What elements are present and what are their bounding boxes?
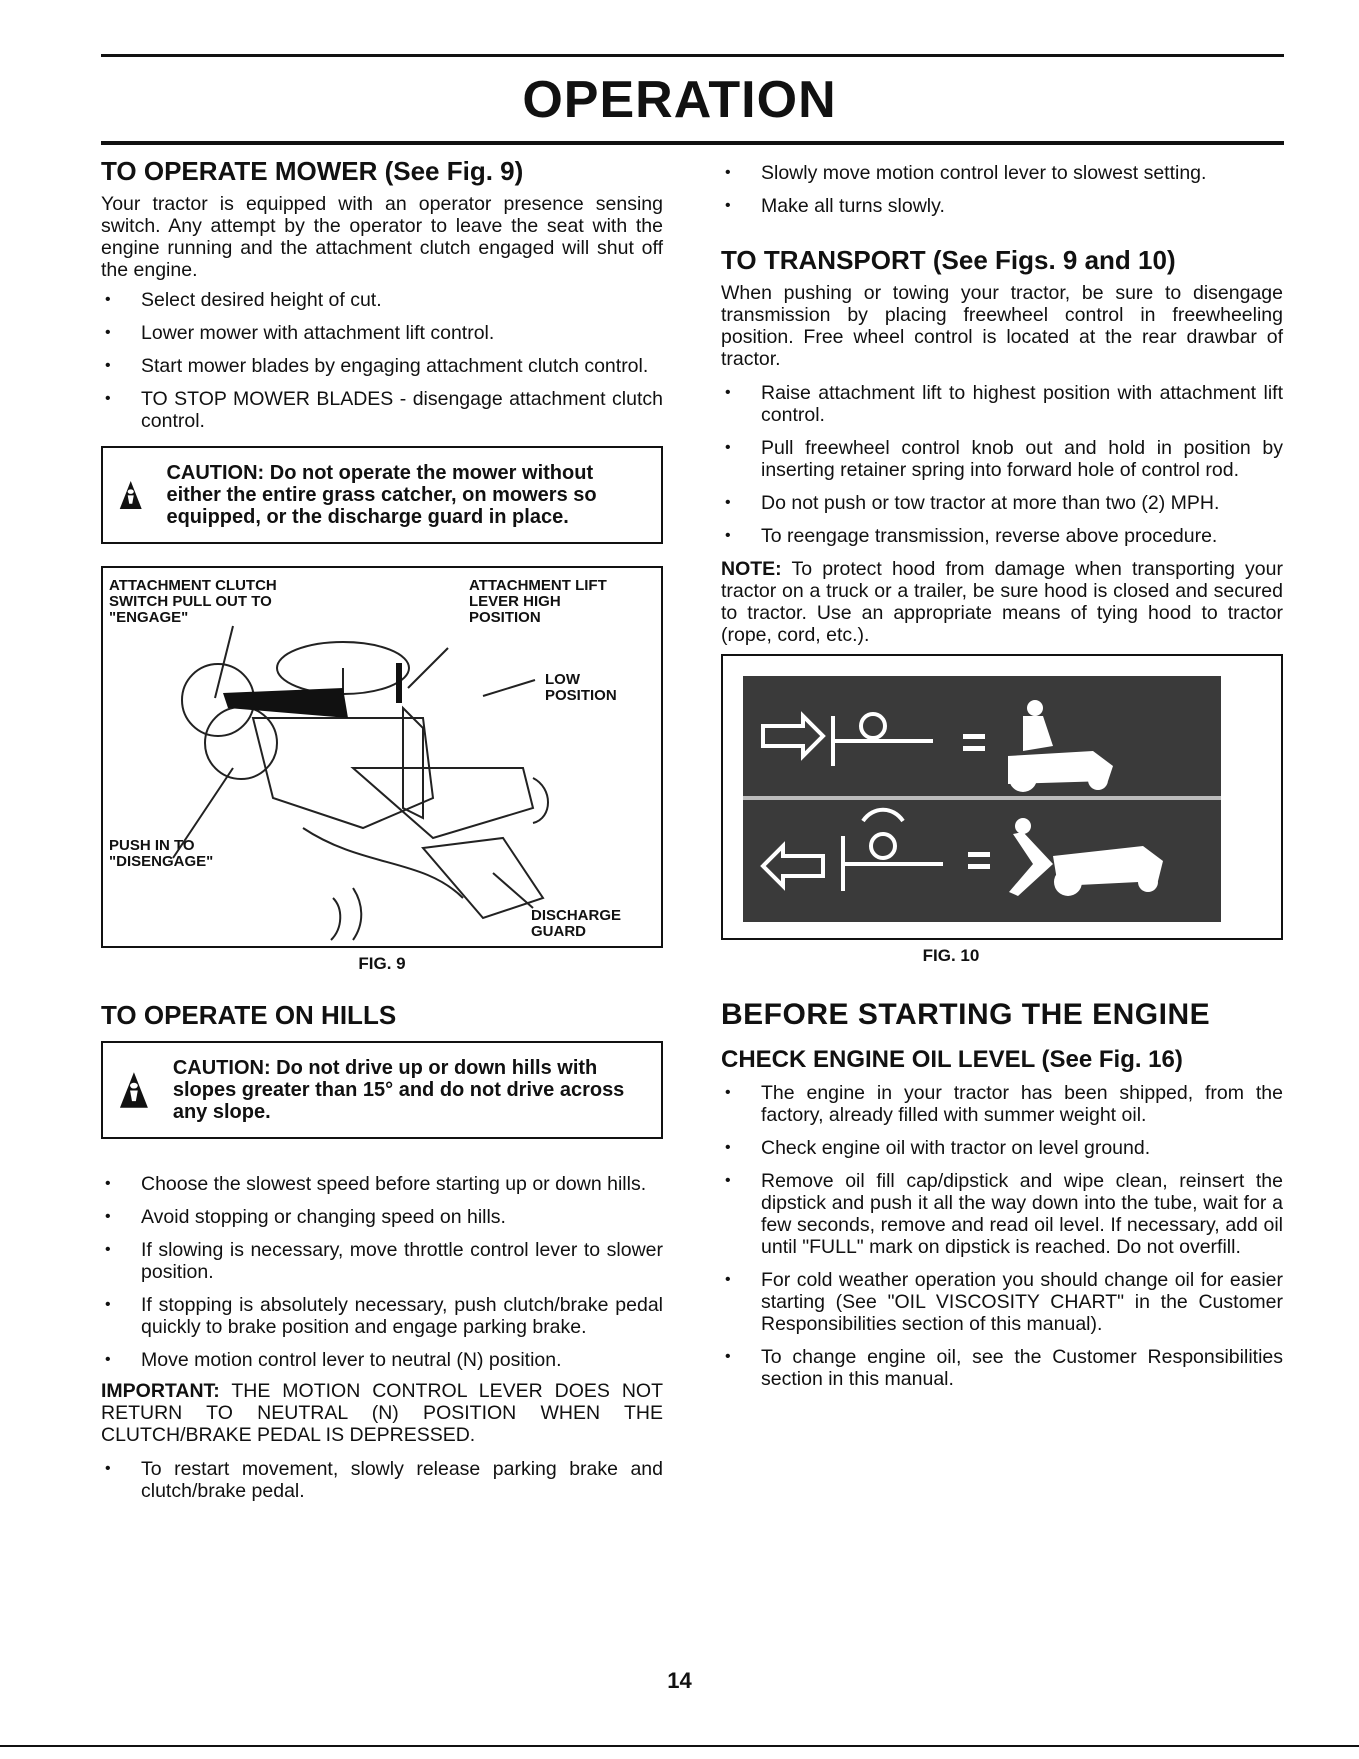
transport-bullets xyxy=(721,382,1283,547)
fig9-figure xyxy=(101,566,663,948)
transport-intro: When pushing or towing your tractor, be sure to disengage transmission by placing freewheel control in freewheeling position. Free wheel control is located at the rear drawbar of tractor. xyxy=(721,282,1283,370)
list-item: • Choose the slowest speed before starting up or down hills. xyxy=(101,1173,663,1195)
fig9-label-low: LOW POSITION xyxy=(545,671,617,704)
page-title: OPERATION xyxy=(522,71,837,129)
warning-icon xyxy=(119,1051,149,1129)
mower-heading: TO OPERATE MOWER (See Fig. 9) xyxy=(101,156,524,186)
tractor-illustration xyxy=(103,568,665,946)
hills-heading: TO OPERATE ON HILLS xyxy=(101,1000,397,1030)
check-oil-heading: CHECK ENGINE OIL LEVEL (See Fig. 16) xyxy=(721,1046,1183,1073)
hills-caution-text: CAUTION: Do not drive up or down hills with slopes greater than 15° and do not drive across any slope. xyxy=(172,1057,625,1123)
list-item: • TO STOP MOWER BLADES - disengage attachment clutch control. xyxy=(101,388,663,432)
fig9-label-push: PUSH IN TO "DISENGAGE" xyxy=(109,837,214,870)
fig10-figure xyxy=(721,654,1283,940)
list-item: • To restart movement, slowly release parking brake and clutch/brake pedal. xyxy=(101,1458,663,1502)
list-item: • The engine in your tractor has been shipped, from the factory, already filled with summer weight oil. xyxy=(721,1082,1283,1126)
fig9-label-lift: ATTACHMENT LIFT LEVER HIGH POSITION xyxy=(469,577,607,626)
oil-bullets xyxy=(721,1082,1283,1390)
list-item: • Pull freewheel control knob out and hold in position by inserting retainer spring into forward hole of control rod. xyxy=(721,437,1283,481)
bottom-rule xyxy=(0,1745,1359,1747)
list-item: • To reengage transmission, reverse above procedure. xyxy=(721,525,1283,547)
mower-bullets xyxy=(101,289,663,432)
list-item: • Slowly move motion control lever to slowest setting. xyxy=(721,162,1283,184)
list-item: • If stopping is absolutely necessary, push clutch/brake pedal quickly to brake position and engage parking brake. xyxy=(101,1294,663,1338)
title-rule xyxy=(101,141,1284,145)
important-label: IMPORTANT: xyxy=(101,1380,220,1402)
list-item: • Start mower blades by engaging attachment clutch control. xyxy=(101,355,663,377)
top-bullets xyxy=(721,162,1283,217)
fig9-caption: FIG. 9 xyxy=(358,954,406,973)
right-column xyxy=(721,162,1283,1401)
list-item: • Remove oil fill cap/dipstick and wipe clean, reinsert the dipstick and push it all the way down into the tube, wait for a few seconds, remove and read oil level. If necessary, add oil until "FULL" mark on dipstick is reached. Do not overfill. xyxy=(721,1170,1283,1258)
hills-bullets xyxy=(101,1173,663,1371)
note-text: To protect hood from damage when transporting your tractor on a truck or a trailer, be sure hood is closed and secured to tractor. Use an appropriate means of tying hood to tractor (rope, cord, etc.). xyxy=(721,558,1283,646)
list-item: • Check engine oil with tractor on level ground. xyxy=(721,1137,1283,1159)
list-item: • Move motion control lever to neutral (N) position. xyxy=(101,1349,663,1371)
hills-caution-box xyxy=(101,1041,663,1139)
transport-note xyxy=(721,558,1283,646)
list-item: • Do not push or tow tractor at more than two (2) MPH. xyxy=(721,492,1283,514)
mower-caution-text: CAUTION: Do not operate the mower without either the entire grass catcher, on mowers so equipped, or the discharge guard in place. xyxy=(166,462,597,528)
list-item: • Select desired height of cut. xyxy=(101,289,663,311)
list-item: • For cold weather operation you should change oil for easier starting (See "OIL VISCOSITY CHART" in the Customer Responsibilities section of this manual). xyxy=(721,1269,1283,1335)
list-item: • Avoid stopping or changing speed on hills. xyxy=(101,1206,663,1228)
list-item: • If slowing is necessary, move throttle control lever to slower position. xyxy=(101,1239,663,1283)
list-item: • Make all turns slowly. xyxy=(721,195,1283,217)
list-item: • Lower mower with attachment lift control. xyxy=(101,322,663,344)
fig9-label-clutch: ATTACHMENT CLUTCH SWITCH PULL OUT TO "ENGAGE" xyxy=(109,577,277,626)
page-number: 14 xyxy=(667,1668,692,1693)
important-text: THE MOTION CONTROL LEVER DOES NOT RETURN TO NEUTRAL (N) POSITION WHEN THE CLUTCH/BRAKE PEDAL IS DEPRESSED. xyxy=(101,1380,663,1446)
note-label: NOTE: xyxy=(721,558,782,580)
fig10-caption: FIG. 10 xyxy=(922,946,980,965)
mower-caution-box xyxy=(101,446,663,544)
transport-heading: TO TRANSPORT (See Figs. 9 and 10) xyxy=(721,245,1176,275)
freewheel-decal-illustration xyxy=(723,656,1281,934)
warning-icon xyxy=(119,456,142,534)
hills-last-bullet xyxy=(101,1458,663,1502)
left-column xyxy=(101,156,663,1513)
list-item: • To change engine oil, see the Customer Responsibilities section in this manual. xyxy=(721,1346,1283,1390)
hills-important xyxy=(101,1380,663,1446)
top-rule xyxy=(101,54,1284,57)
list-item: • Raise attachment lift to highest position with attachment lift control. xyxy=(721,382,1283,426)
fig9-label-guard: DISCHARGE GUARD xyxy=(531,907,622,940)
before-starting-heading: BEFORE STARTING THE ENGINE xyxy=(721,998,1211,1031)
mower-intro: Your tractor is equipped with an operator presence sensing switch. Any attempt by the operator to leave the seat with the engine running and the attachment clutch engaged will shut off the engine. xyxy=(101,193,663,281)
